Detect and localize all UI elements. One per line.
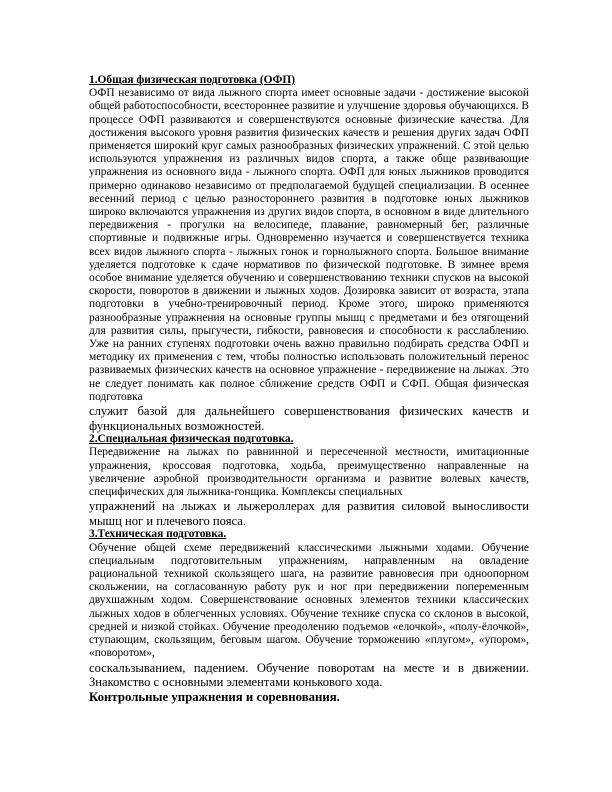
document-page bbox=[89, 74, 529, 705]
section-body-technical: Обучение общей схеме передвижений классическими лыжными ходами. Обучение специальным подготовительным упражнениям, направленным на овладение рациональной техникой скользящего шага, на развитие равновесия при одноопорном скольжении, на согласованную работу рук и ног при передвижении попеременным двухшажным ходом. Совершенствование основных элементов техники классических лыжных ходов в облегченных условиях. Обучение технике спуска со склонов в высокой, средней и низкой стойках. Обучение преодолению подъемов «елочкой», «полу-ёлочкой», ступающим, скользящим, беговым шагом. Обучение торможению «плугом», «упором», «поворотом», bbox=[89, 541, 529, 660]
section-heading-technical: 3.Техническая подготовка. bbox=[89, 528, 227, 541]
section-heading-ofp: 1.Общая физическая подготовка (ОФП) bbox=[89, 74, 296, 86]
section-body-technical-continued: соскальзыванием, падением. Обучение поворотам на месте и в движении. Знакомство с основными элементами конькового хода. bbox=[89, 660, 529, 690]
section-heading-sfp: 2.Специальная физическая подготовка. bbox=[89, 433, 294, 446]
final-heading: Контрольные упражнения и соревнования. bbox=[89, 689, 340, 704]
section-body-sfp: Передвижение на лыжах по равнинной и пересеченной местности, имитационные упражнения, кроссовая подготовка, ходьба, преимущественно направленные на увеличение аэробной производительности организма и развитие волевых качеств, специфических для лыжника-гонщика. Комплексы специальных bbox=[89, 446, 529, 499]
section-body-ofp-continued: служит базой для дальнейшего совершенствования физических качеств и функциональных возможностей. bbox=[89, 404, 529, 433]
section-body-ofp: ОФП независимо от вида лыжного спорта имеет основные задачи - достижение высокой общей работоспособности, всестороннее развитие и улучшение здоровья обучающихся. В процессе ОФП развиваются и совершенствуются основные физические качества. Для достижения высокого уровня развития физических качеств и решения других задач ОФП применяется широкий круг самых разнообразных физических упражнений. С этой целью используются упражнения из различных видов спорта, а также обще развивающие упражнения из основного вида - лыжного спорта. ОФП для юных лыжников проводится примерно одинаково независимо от предполагаемой будущей специализации. В осеннее весенний период с целью разностороннего развития в подготовке юных лыжников широко включаются упражнения из других видов спорта, в основном в виде длительного передвижения - прогулки на велосипеде, плавание, равномерный бег, различные спортивные и подвижные игры. Одновременно изучается и совершенствуется техника всех видов лыжного спорта - лыжных гонок и горнолыжного спорта. Большое внимание уделяется подготовке к сдаче нормативов по физической подготовке. В зимнее время особое внимание уделяется обучению и совершенствованию техники спусков на высокой скорости, поворотов в движении и лыжных ходов. Дозировка зависит от возраста, этапа подготовки в учебно-тренировочный период. Кроме этого, широко применяются разнообразные упражнения на основные группы мышц с предметами и без отягощений для развития силы, прыгучести, гибкости, равновесия и способности к расслаблению. Уже на ранних ступенях подготовки очень важно правильно подбирать средства ОФП и методику их применения с тем, чтобы полностью использовать положительный перенос развиваемых физических качеств на основное упражнение - передвижение на лыжах. Это не следует понимать как полное сближение средств ОФП и СФП. Общая физическая подготовка bbox=[89, 87, 529, 403]
section-body-sfp-continued: упражнений на лыжах и лыжероллерах для развития силовой выносливости мышц ног и плечевого пояса. bbox=[89, 499, 529, 528]
